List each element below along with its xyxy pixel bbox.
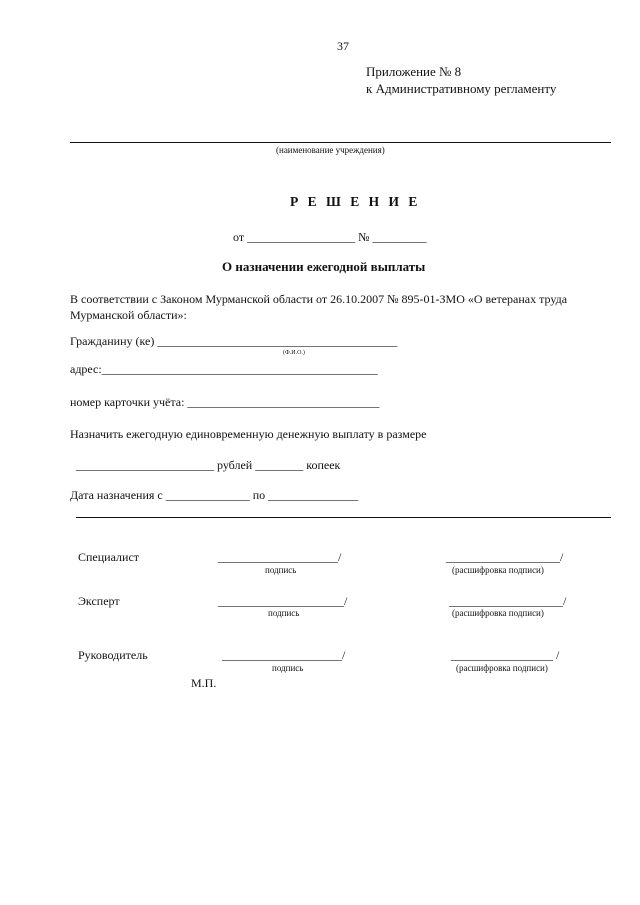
signature-caption-specialist: подпись [265,565,297,575]
decode-line-head: _________________ / [451,648,560,662]
legal-basis-line-1: В соответствии с Законом Мурманской области от 26.10.2007 № 895-01-ЗМО «О ветеранах труда [70,292,568,306]
assignment-text: Назначить ежегодную единовременную денежную выплату в размере [70,427,427,441]
page-number: 37 [337,39,349,53]
legal-basis-line-2: Мурманской области»: [70,308,187,322]
amount-line: _______________________ рублей ________ копеек [76,458,341,472]
address-field: адрес:______________________________________________ [70,362,378,376]
decode-line-specialist: ___________________/ [446,550,564,564]
signature-caption-head: подпись [272,663,304,673]
registration-card-field: номер карточки учёта: ________________________________ [70,395,380,409]
signature-caption-expert: подпись [268,608,300,618]
signature-role-expert: Эксперт [78,594,120,608]
signature-role-specialist: Специалист [78,550,140,564]
appendix-line-2: к Административному регламенту [366,81,557,96]
date-number-line: от __________________ № _________ [233,230,427,244]
decode-caption-head: (расшифровка подписи) [456,663,548,673]
decode-line-expert: ___________________/ [449,594,567,608]
section-divider [76,517,611,518]
decode-caption-specialist: (расшифровка подписи) [452,565,544,575]
signature-line-expert: _____________________/ [218,594,348,608]
decode-caption-expert: (расшифровка подписи) [452,608,544,618]
signature-line-specialist: ____________________/ [218,550,342,564]
signature-role-head: Руководитель [78,648,148,662]
citizen-field: Гражданину (ке) ________________________________________ [70,334,398,348]
assignment-date-line: Дата назначения с ______________ по _______________ [70,488,359,502]
decision-subject: О назначении ежегодной выплаты [222,259,426,274]
stamp-place: М.П. [191,676,217,690]
fio-caption: (Ф.И.О.) [283,350,305,356]
document-title: Р Е Ш Е Н И Е [290,194,421,209]
appendix-line-1: Приложение № 8 [366,64,462,79]
institution-line [70,142,611,143]
signature-line-head: ____________________/ [222,648,346,662]
institution-caption: (наименование учреждения) [276,145,385,155]
